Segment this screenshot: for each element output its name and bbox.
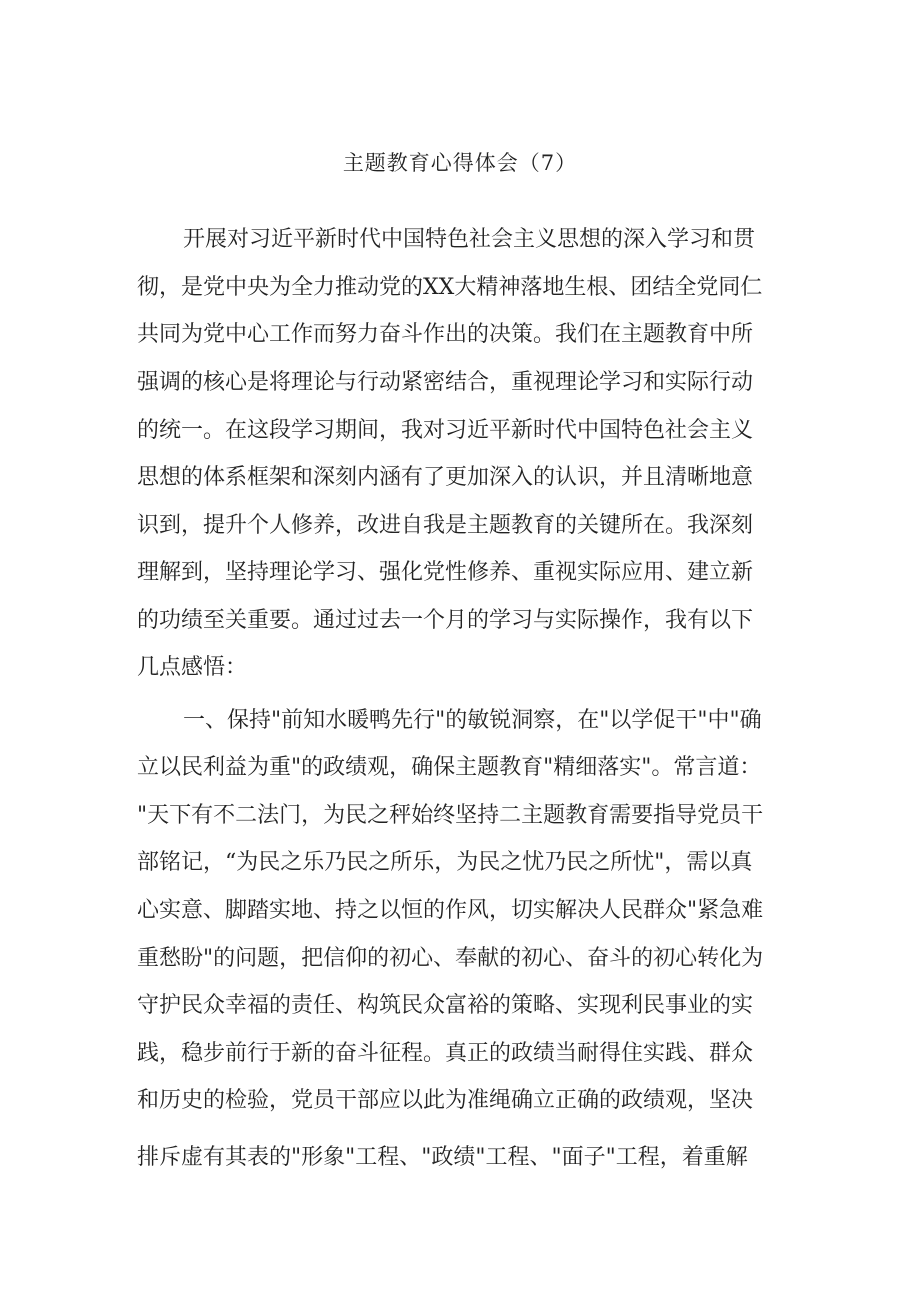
paragraph-2-line-10: 排斥虚有其表的"形象"工程、"政绩"工程、"面子"工程，着重解 — [137, 1145, 748, 1170]
document-title: 主题教育心得体会（7） — [342, 151, 578, 175]
paragraph-2-line-3: "天下有不二法门，为民之秤始终坚持二主题教育需要指导党员干 — [137, 803, 764, 828]
paragraph-2-line-6: 重愁盼"的问题，把信仰的初心、奉献的初心、奋斗的初心转化为 — [137, 946, 764, 971]
paragraph-2-line-5: 心实意、脚踏实地、持之以恒的作风，切实解决人民群众"紧急难 — [137, 898, 764, 923]
paragraph-1-line-1: 开展对习近平新时代中国特色社会主义思想的深入学习和贯 — [183, 227, 756, 252]
paragraph-1-line-6: 思想的体系框架和深刻内涵有了更加深入的认识，并且清晰地意 — [137, 465, 754, 490]
paragraph-1-line-9: 的功绩至关重要。通过过去一个月的学习与实际操作，我有以下 — [137, 608, 754, 633]
paragraph-1-line-2: 彻，是党中央为全力推动党的XX大精神落地生根、团结全党同仁 — [137, 275, 763, 300]
paragraph-2-line-1: 一、保持"前知水暖鸭先行"的敏锐洞察，在"以学促干"中"确 — [183, 708, 762, 733]
paragraph-2-line-7: 守护民众幸福的责任、构筑民众富裕的策略、实现利民事业的实 — [137, 993, 754, 1018]
paragraph-2-line-4: 部铭记，“为民之乐乃民之所乐，为民之忧乃民之所忧"，需以真 — [137, 850, 753, 875]
paragraph-1-line-4: 强调的核心是将理论与行动紧密结合，重视理论学习和实际行动 — [137, 370, 754, 395]
paragraph-2-line-8: 践，稳步前行于新的奋斗征程。真正的政绩当耐得住实践、群众 — [137, 1041, 754, 1066]
paragraph-2-line-9: 和历史的检验，党员干部应以此为准绳确立正确的政绩观，坚决 — [137, 1088, 754, 1113]
paragraph-2-line-2: 立以民利益为重"的政绩观，确保主题教育"精细落实"。常言道： — [137, 755, 762, 780]
paragraph-1-line-3: 共同为党中心工作而努力奋斗作出的决策。我们在主题教育中所 — [137, 322, 754, 347]
paragraph-1-line-5: 的统一。在这段学习期间，我对习近平新时代中国特色社会主义 — [137, 418, 754, 443]
paragraph-1-line-8: 理解到，坚持理论学习、强化党性修养、重视实际应用、建立新 — [137, 560, 754, 585]
paragraph-1-line-10: 几点感悟： — [137, 655, 248, 680]
paragraph-1-line-7: 识到，提升个人修养，改进自我是主题教育的关键所在。我深刻 — [137, 513, 754, 538]
